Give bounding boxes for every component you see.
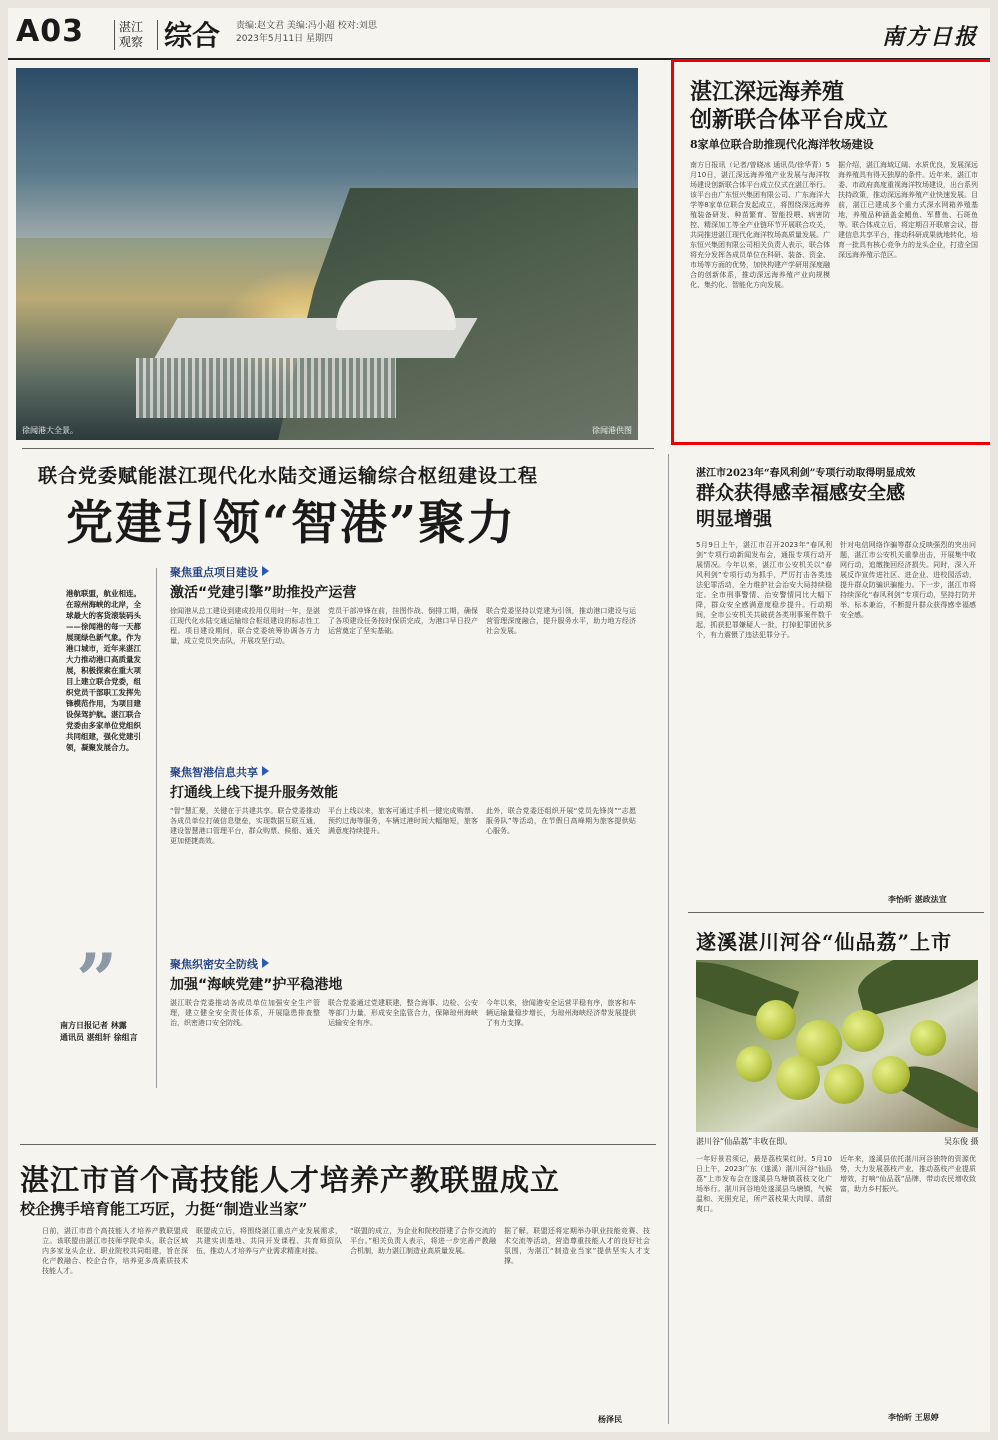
triangle-icon	[262, 766, 269, 776]
bottom-article-deck: 校企携手培育能工巧匠，力挺“制造业当家”	[20, 1200, 308, 1218]
bottom-article-headline: 湛江市首个高技能人才培养产教联盟成立	[20, 1163, 561, 1197]
sub-section-label: 湛江观察	[114, 20, 158, 50]
section-tag: 聚焦重点项目建设	[170, 564, 269, 580]
hero-caption: 徐闻港大全景。	[22, 426, 78, 435]
main-article-kicker: 联合党委赋能湛江现代化水陆交通运输综合枢纽建设工程	[38, 465, 539, 487]
right-article-kicker: 湛江市2023年“春风利剑”专项行动取得明显成效	[696, 468, 916, 479]
hero-credit: 徐闻港供图	[592, 426, 632, 435]
page-number: A03	[16, 14, 84, 49]
newspaper-page: A03 湛江观察 综合 责编:赵文君 美编:冯小超 校对:刘思 2023年5月11日 星期四 南方日报 徐闻港大全景。 徐闻港供图 湛江深远海养殖 创新联合体平台成立 8家单位联合助推现代化海洋牧场建设 南方日报讯（记者/曾晓冰 通讯员/徐华青）5月10日，湛江深远海养殖产业发展与海洋牧场建设创新联合体平台成立仪式在湛江举行。该平台由广东恒兴集团有限公司、广东海洋大学等8家单位联合发起成立，将围绕深远海养殖装备研发、种苗繁育、智能投喂、病害防控、精深加工等全产业链环节开展联合攻关，共同推进湛江现代化海洋牧场高质量发展。广东恒兴集团有限公司相关负责人表示，联合体将充分发挥各成员单位在科研、装备、资金、市场等方面的优势，加快构建产学研用深度融合的创新体系，推动深远海养殖产业向规模化、集约化、智能化方向发展。 据介绍，湛江海域辽阔、水质优良，发展深远海养殖具有得天独厚的条件。近年来，湛江市委、市政府高度重视海洋牧场建设，出台系列扶持政策，推动深远海养殖产业快速发展。目前，湛江已建成多个重力式深水网箱养殖基地，养殖品种涵盖金鲳鱼、军曹鱼、石斑鱼等。联合体成立后，将定期召开联席会议，搭建信息共享平台，推动科研成果就地转化，培育一批具有核心竞争力的龙头企业，打造全国深远海养殖示范区。 联合党委赋能湛江现代化水陆交通运输综合枢纽建设工程 党建引领“智港”聚力 港航联盟，航业相连。在琼州海峡的北岸，全球最大的客货滚装码头——徐闻港的每一天都展现绿色新气象。作为港口城市，近年来湛江大力推动港口高质量发展，积极探索在重大项目上建立联合党委，组织党员干部职工发挥先锋模范作用，为项目建设保驾护航。湛江联合党委由多家单位党组织共同组建，强化党建引领，凝聚发展合力。 ” 南方日报记者 林露 通讯员 湛组轩 徐组言 聚焦重点项目建设 激活“党建引擎”助推投产运营 徐闻港从总工建设到建成投用仅用时一年，是湛江现代化水陆交通运输综合枢纽建设的标志性工程。项目建设期间，联合党委统筹协调各方力量，成立党员突击队，开展攻坚行动。 党员干部冲锋在前，挂图作战、倒排工期，确保了各项建设任务按时保质完成，为港口早日投产运营奠定了坚实基础。 联合党委坚持以党建为引领，推动港口建设与运营管理深度融合，提升服务水平，助力地方经济社会发展。 聚焦智港信息共享 打通线上线下提升服务效能 “智”慧汇聚，关键在于共建共享。联合党委推动各成员单位打破信息壁垒，实现数据互联互通，建设智慧港口管理平台，群众购票、候船、通关更加便捷高效。 平台上线以来，旅客可通过手机一键完成购票、预约过海等服务，车辆过港时间大幅缩短，旅客满意度持续提升。 此外，联合党委还组织开展“党员先锋岗”“志愿服务队”等活动，在节假日高峰期为旅客提供贴心服务。 聚焦织密安全防线 加强“海峡党建”护平稳港地 湛江联合党委推动各成员单位加强安全生产管理，建立健全安全责任体系，开展隐患排查整治，织密港口安全防线。 联合党委通过党建联建，整合海事、边检、公安等部门力量，形成安全监管合力，保障琼州海峡运输安全有序。 今年以来，徐闻港安全运营平稳有序，旅客和车辆运输量稳步增长，为琼州海峡经济带发展提供了有力支撑。 湛江市2023年“春风利剑”专项行动取得明显成效 群众获得感幸福感安全感 明显增强 5月9日上午，湛江市召开2023年“春风利剑”专项行动新闻发布会，通报专项行动开展情况。今年以来，湛江市公安机关以“春风利剑”专项行动为抓手，严厉打击各类违法犯罪活动，全力维护社会治安大局持续稳定。全市刑事警情、治安警情同比大幅下降，群众安全感满意度稳步提升。行动期间，全市公安机关共破获各类刑事案件数千起，抓获犯罪嫌疑人一批，打掉犯罪团伙多个，有力震慑了违法犯罪分子。 针对电信网络诈骗等群众反映强烈的突出问题，湛江市公安机关重拳出击，开展集中收网行动，追缴挽回经济损失。同时，深入开展反诈宣传进社区、进企业、进校园活动，提升群众防骗识骗能力。下一步，湛江市将持续深化“春风利剑”专项行动，坚持打防并举、标本兼治，不断提升群众获得感幸福感安全感。 李怡昕 湛政法宣 遂溪湛川河谷“仙品荔”上市 湛川谷“仙品荔”丰收在即。 吴东俊 摄 一年好景君须记，最是荔枝果红时。5月10日上午，2023广东（遂溪）湛川河谷“仙品荔”上市发布会在遂溪县乌塘镇荔枝文化广场举行。湛川河谷地处遂溪县乌塘镇，气候温和、光照充足，所产荔枝果大肉厚、清甜爽口。 近年来，遂溪县依托湛川河谷独特的资源优势，大力发展荔枝产业，推动荔枝产业提质增效，打响“仙品荔”品牌，带动农民增收致富，助力乡村振兴。 李怡昕 王思婷 湛江市首个高技能人才培养产教联盟成立 校企携手培育能工巧匠，力挺“制造业当家” 日前，湛江市首个高技能人才培养产教联盟成立。该联盟由湛江市技师学院牵头，联合区域内多家龙头企业、职业院校共同组建，旨在深化产教融合、校企合作，培养更多高素质技术技能人才。 联盟成立后，将围绕湛江重点产业发展需求，共建实训基地、共同开发课程、共育师资队伍，推动人才培养与产业需求精准对接。 “联盟的成立，为企业和院校搭建了合作交流的平台。”相关负责人表示，将进一步完善产教融合机制，助力湛江制造业高质量发展。 据了解，联盟还将定期举办职业技能竞赛、技术交流等活动，营造尊重技能人才的良好社会氛围，为湛江“制造业当家”提供坚实人才支撑。 杨泽民	[8, 8, 990, 1432]
lychee-article-headline: 遂溪湛川河谷“仙品荔”上市	[696, 930, 953, 954]
quote-mark-icon: ”	[76, 937, 118, 1022]
section-tag: 聚焦智港信息共享	[170, 764, 269, 780]
triangle-icon	[262, 566, 269, 576]
main-article-byline: 南方日报记者 林露 通讯员 湛组轩 徐组言	[60, 1021, 138, 1042]
boxed-article-title: 湛江深远海养殖 创新联合体平台成立	[690, 79, 889, 133]
newspaper-logo: 南方日报	[881, 24, 978, 50]
highlighted-article[interactable]	[671, 59, 990, 445]
right-article-headline: 群众获得感幸福感安全感 明显增强	[696, 482, 906, 530]
lychee-article-sign: 李怡昕 王思婷	[888, 1413, 939, 1422]
main-article-headline: 党建引领“智港”聚力	[66, 496, 517, 551]
section-subhead: 打通线上线下提升服务效能	[170, 785, 338, 801]
hero-photo	[16, 68, 638, 440]
lychee-credit: 吴东俊 摄	[944, 1137, 979, 1146]
lychee-caption: 湛川谷“仙品荔”丰收在即。	[696, 1137, 793, 1146]
section-subhead: 激活“党建引擎”助推投产运营	[170, 585, 357, 601]
boxed-article-col: 南方日报讯（记者/曾晓冰 通讯员/徐华青）5月10日，湛江深远海养殖产业发展与海洋牧场建设创新联合体平台成立仪式在湛江举行。该平台由广东恒兴集团有限公司、广东海洋大学等8家单位联合发起成立，将围绕深远海养殖装备研发、种苗繁育、智能投喂、病害防控、精深加工等全产业链环节开展联合攻关，共同推进湛江现代化海洋牧场高质量发展。广东恒兴集团有限公司相关负责人表示，联合体将充分发挥各成员单位在科研、装备、资金、市场等方面的优势，加快构建产学研用深度融合的创新体系，推动深远海养殖产业向规模化、集约化、智能化方向发展。	[690, 161, 830, 289]
right-article-sign: 李怡昕 湛政法宣	[888, 895, 947, 904]
triangle-icon	[262, 958, 269, 968]
boxed-article-deck: 8家单位联合助推现代化海洋牧场建设	[690, 138, 874, 151]
main-article-lede: 港航联盟，航业相连。在琼州海峡的北岸，全球最大的客货滚装码头——徐闻港的每一天都展现绿色新气象。作为港口城市，近年来湛江大力推动港口高质量发展，积极探索在重大项目上建立联合党委，组织党员干部职工发挥先锋模范作用，为项目建设保驾护航。湛江联合党委由多家单位党组织共同组建，强化党建引领，凝聚发展合力。	[66, 589, 141, 752]
section-title: 综合	[164, 19, 221, 52]
masthead	[8, 8, 990, 60]
lychee-photo	[696, 960, 978, 1132]
editor-credits: 责编:赵文君 美编:冯小超 校对:刘思 2023年5月11日 星期四	[236, 21, 377, 44]
bottom-article-sign: 杨泽民	[598, 1415, 622, 1424]
section-tag: 聚焦织密安全防线	[170, 956, 269, 972]
boxed-article-col: 据介绍，湛江海域辽阔、水质优良，发展深远海养殖具有得天独厚的条件。近年来，湛江市委、市政府高度重视海洋牧场建设，出台系列扶持政策，推动深远海养殖产业快速发展。目前，湛江已建成多个重力式深水网箱养殖基地，养殖品种涵盖金鲳鱼、军曹鱼、石斑鱼等。联合体成立后，将定期召开联席会议，搭建信息共享平台，推动科研成果就地转化，培育一批具有核心竞争力的龙头企业，打造全国深远海养殖示范区。	[838, 161, 978, 259]
section-subhead: 加强“海峡党建”护平稳港地	[170, 977, 343, 993]
